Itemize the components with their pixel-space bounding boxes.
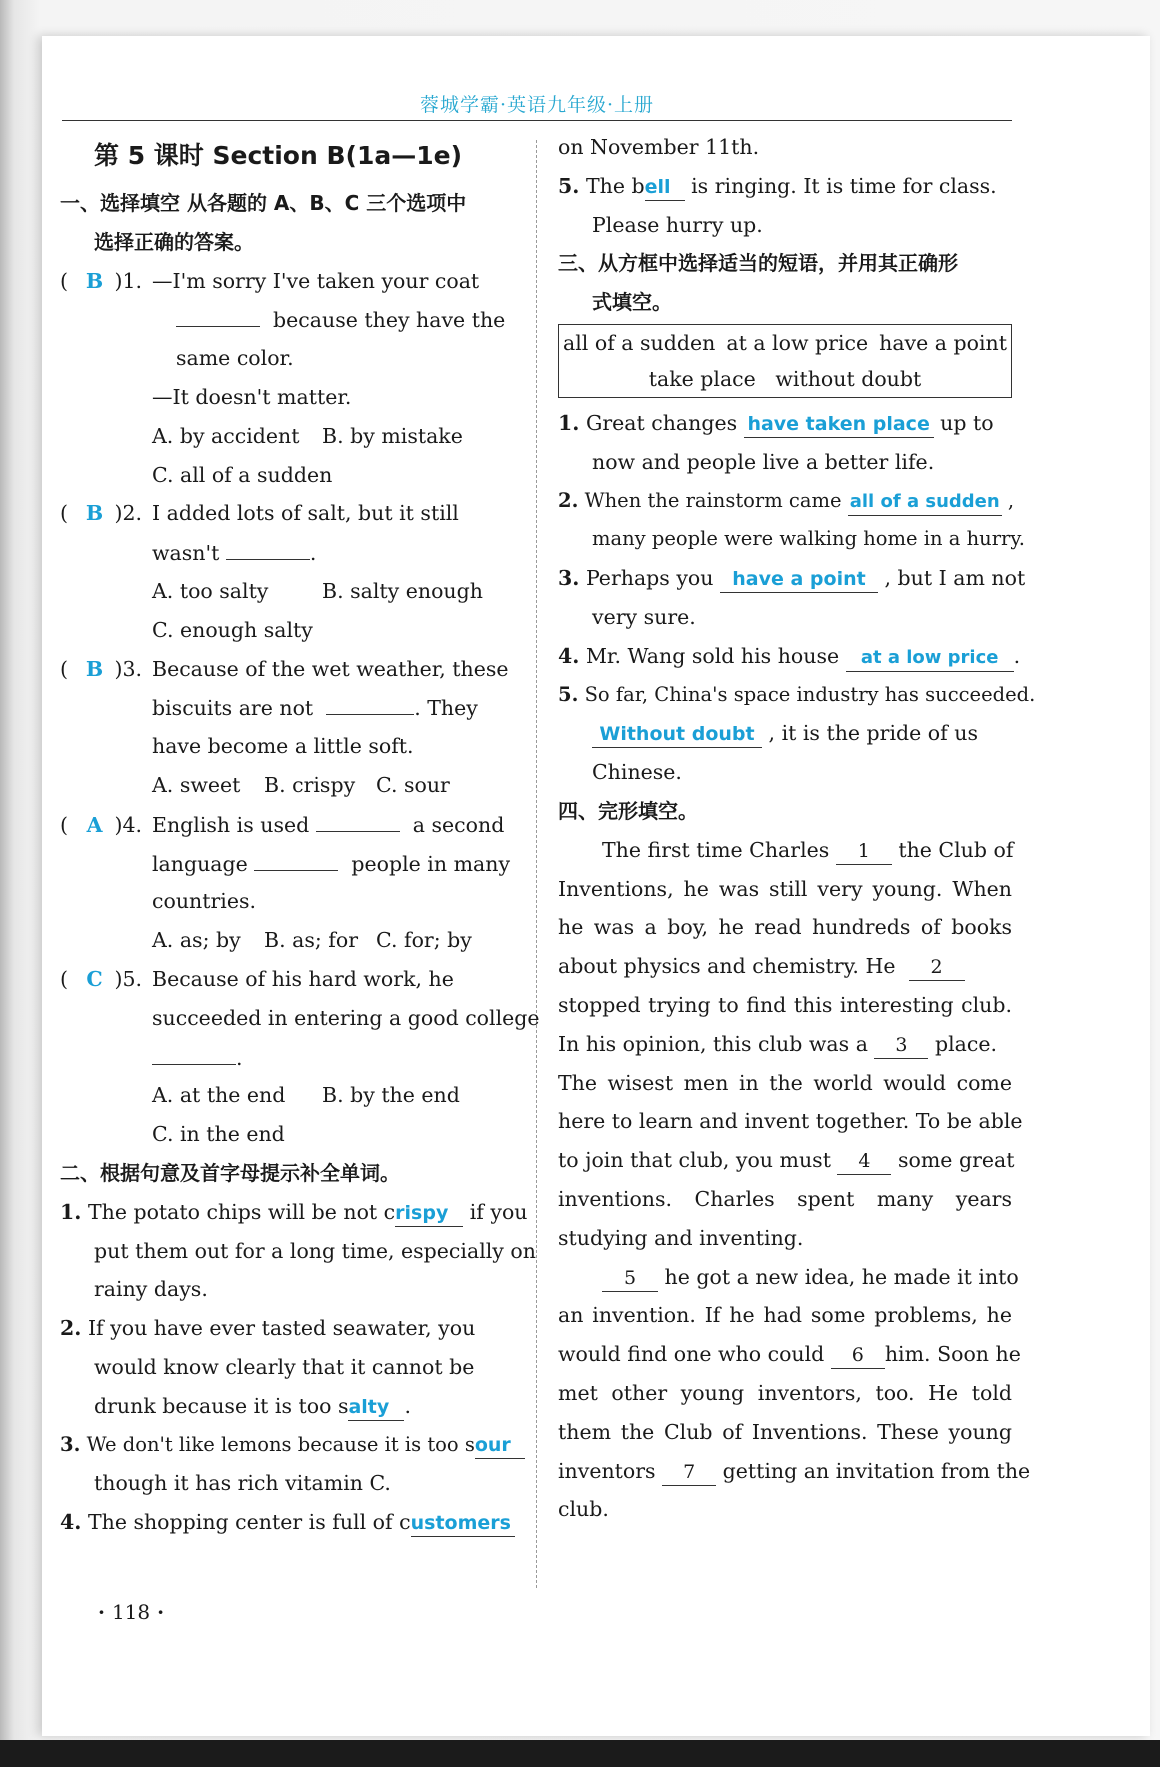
cloze-blank-6[interactable]: 6 [831,1342,885,1369]
phrase-question-2 [558,482,1015,521]
filled-answer: alty [348,1394,404,1421]
passage-line: them the Club of Inventions. These young [558,1419,1012,1444]
phrase: take place [648,366,756,391]
page-header: 蓉城学霸·英语九年级·上册 [419,94,655,116]
options [60,572,520,611]
phrase-question-3 [558,559,1026,598]
q-text: , [1007,488,1015,512]
answer-paren: ( A )4. [60,806,152,845]
passage-line: club. [558,1497,609,1522]
option-a: A. at the end [152,1083,286,1108]
q-text: . They [414,696,478,721]
page-number-value: 118 [111,1600,151,1624]
passage-line [558,1025,1012,1064]
cloze-blank-4[interactable]: 4 [837,1148,891,1175]
q-num: 5. [122,966,143,991]
q-num: 2. [122,501,143,526]
phrase-row-1 [563,325,1007,361]
option-b: B. by the end [322,1083,460,1108]
q-text: wasn't [152,541,220,566]
q-num: 2. [60,1316,82,1341]
q-line: put them out for a long time, especially on [94,1238,536,1263]
q-text: is ringing. It is time for class. [691,173,997,198]
q-num: 3. [558,566,580,591]
passage-line: Inventions, he was still very young. When [558,876,1012,901]
answer-blank[interactable] [226,533,310,560]
phrase: all of a sudden [563,330,716,355]
passage-line: he was a boy, he read hundreds of books [558,915,1012,940]
answer-paren: ( B )1. [60,262,152,301]
filled-answer: rispy [395,1200,463,1227]
q-line: now and people live a better life. [592,449,935,474]
q-num: 2. [558,488,579,512]
q-text: So far, China's space industry has succeeded. [584,682,1036,706]
q-num: 3. [60,1432,81,1456]
option-a: A. sweet [152,772,241,797]
passage-line [558,1258,1019,1297]
mc-answer-1: B [85,268,104,293]
q-text: some great [898,1148,1015,1173]
q-text: In his opinion, this club was a [558,1031,868,1056]
q-text: biscuits are not [152,696,314,721]
part3-title: 三、从方框中选择适当的短语，并用其正确形 [558,251,958,276]
lesson-title: 第 5 课时 Section B(1a—1e) [94,141,463,170]
q-text: The b [585,173,645,198]
answer-blank[interactable] [254,844,338,871]
q-line [60,844,520,883]
header-rule [62,120,1012,121]
answer-paren: ( C )5. [60,960,152,999]
passage-line: stopped trying to find this interesting club. [558,992,1012,1017]
q-text: people in many [351,851,511,876]
q-text: , but I am not [884,566,1026,591]
passage-line: an invention. If he had some problems, he [558,1303,1012,1328]
phrase-question-5 [558,676,1036,715]
option-a: A. by accident [152,423,300,448]
q-text: The first time Charles [602,837,830,862]
q-num: 5. [558,682,579,706]
part1-title-cont: 选择正确的答案。 [94,229,254,254]
q-num: 5. [558,173,580,198]
q-text: The potato chips will be not c [87,1199,396,1224]
q-text: because they have the [273,308,506,333]
passage-line [558,1141,1015,1180]
part1-title: 一、选择填空 从各题的 A、B、C 三个选项中 [60,191,467,215]
phrase: at a low price [726,330,869,355]
filled-answer: our [475,1432,525,1459]
cloze-blank-2[interactable]: 2 [909,954,965,981]
answer-blank[interactable] [176,300,260,327]
option-a: A. as; by [152,928,241,953]
phrase-question-1 [558,404,1012,443]
q-num: 1. [60,1199,82,1224]
q-line: countries. [152,889,256,914]
q-line: many people were walking home in a hurry. [592,527,1025,551]
cloze-blank-1[interactable]: 1 [836,838,892,865]
q-line [60,300,520,339]
q-text: Mr. Wang sold his house [585,643,840,668]
q-line: would know clearly that it cannot be [94,1354,475,1379]
passage-line: inventions. Charles spent many years [558,1186,1012,1211]
q-line: . [60,1038,520,1077]
phrase: without doubt [775,366,922,391]
filled-answer: have a point [720,566,878,593]
option-c: C. all of a sudden [152,462,333,487]
filled-answer: Without doubt [592,721,762,748]
passage-line: met other young inventors, too. He told [558,1380,1012,1405]
column-divider [536,140,537,1588]
passage-line: studying and inventing. [558,1225,804,1250]
mc-answer-4: A [86,812,103,837]
mc-answer-2: B [85,501,104,526]
q-text: English is used [152,812,310,837]
filled-answer: all of a sudden [848,489,1002,516]
answer-blank[interactable] [326,688,414,715]
q-line: very sure. [592,604,696,629]
q-text: Great changes [585,410,738,435]
mc-answer-3: B [85,656,104,681]
answer-paren: ( B )3. [60,650,152,689]
mc-question-3 [60,650,520,689]
option-b: B. salty enough [322,578,483,603]
q-text: inventors [558,1458,656,1483]
q-line: on November 11th. [558,135,760,159]
q-text: him. Soon he [884,1342,1021,1367]
options [60,417,520,456]
passage-line [558,831,1012,870]
q-text: the Club of [898,837,1014,862]
bottom-bar [0,1740,1160,1767]
q-text: We don't like lemons because it is too s [86,1432,475,1456]
option-a: A. too salty [152,578,269,603]
q-text: Because of his hard work, he [152,966,454,991]
fill-question-4 [60,1503,520,1542]
cloze-blank-7[interactable]: 7 [662,1459,716,1486]
passage-line: The wisest men in the world would come [558,1070,1012,1095]
q-text: drunk because it is too s [94,1393,349,1418]
option-c: C. sour [376,772,450,797]
mc-question-5 [60,960,520,999]
part2-title: 二、根据句意及首字母提示补全单词。 [60,1160,400,1185]
q-text: he got a new idea, he made it into [664,1264,1019,1289]
right-column [558,128,1036,1529]
options [60,766,520,805]
q-line: wasn't . [60,533,520,572]
passage-line [558,1335,1021,1374]
options [60,921,520,960]
q-text: if you [469,1199,528,1224]
fill-question-1 [60,1193,528,1232]
q-text: If you have ever tasted seawater, you [87,1316,476,1341]
answer-blank[interactable] [316,805,400,832]
filled-answer: at a low price [846,645,1014,672]
q-text: The shopping center is full of c [87,1510,411,1535]
option-b: B. crispy [264,772,356,797]
option-c: C. enough salty [152,617,313,642]
q-text: I added lots of salt, but it still [152,501,459,526]
option-b: B. as; for [264,928,358,953]
q-text: about physics and chemistry. He [558,954,896,979]
phrase-question-4 [558,637,1021,676]
q-text: a second [412,812,505,837]
q-num: 1. [558,410,580,435]
phrase-row-2 [563,361,1007,397]
mc-answer-5: C [86,966,103,991]
q-line: Chinese. [592,760,682,785]
q-line: succeeded in entering a good college [152,1005,540,1030]
q-line: Please hurry up. [592,212,763,237]
q-text: to join that club, you must [558,1148,831,1173]
filled-answer: ustomers [411,1510,515,1537]
q-num: 4. [60,1510,82,1535]
passage-line [558,947,1012,986]
q-text: language [152,851,248,876]
filled-answer: have taken place [744,411,934,438]
q-text: Perhaps you [585,566,714,591]
q-text: up to [940,410,994,435]
q-text: , it is the pride of us [768,721,978,746]
q-line [60,1387,520,1426]
fill-question-2 [60,1309,520,1348]
fill-question-5 [558,167,1012,206]
q-line: have become a little soft. [152,734,414,759]
options [60,1076,520,1115]
left-column [60,128,540,1542]
option-b: B. by mistake [322,423,463,448]
answer-blank[interactable] [152,1038,236,1065]
passage-line [558,1452,1031,1491]
part3-title-cont: 式填空。 [592,290,672,315]
q-line: —It doesn't matter. [152,384,352,409]
q-text: would find one who could [558,1342,825,1367]
filled-answer: ell [645,174,685,201]
passage-line: here to learn and invent together. To be able [558,1109,1023,1134]
q-text: place. [934,1031,998,1056]
q-line: though it has rich vitamin C. [94,1471,391,1496]
q-text: getting an invitation from the [722,1458,1031,1483]
option-c: C. in the end [152,1122,285,1147]
phrase-box [558,324,1012,398]
mc-question-1 [60,262,520,301]
q-line [558,714,1012,753]
cloze-blank-5[interactable]: 5 [602,1265,658,1292]
q-num: 1. [122,268,143,293]
cloze-blank-3[interactable]: 3 [874,1032,928,1059]
q-num: 4. [558,643,580,668]
q-line: same color. [176,346,294,371]
mc-question-2 [60,494,520,533]
q-line: rainy days. [94,1277,208,1302]
q-text: Because of the wet weather, these [152,656,509,681]
q-line [60,688,520,727]
q-num: 3. [122,656,143,681]
fill-question-3 [60,1426,520,1465]
phrase: have a point [879,330,1007,355]
q-text: . [1013,643,1021,668]
part4-title: 四、完形填空。 [558,798,698,823]
option-c: C. for; by [376,928,472,953]
answer-paren: ( B )2. [60,494,152,533]
page-number: · 118 · [98,1600,165,1624]
q-text: When the rainstorm came [584,488,842,512]
mc-question-4 [60,805,520,844]
q-num: 4. [122,812,143,837]
q-text: . [404,1393,411,1418]
q-text: —I'm sorry I've taken your coat [152,268,480,293]
